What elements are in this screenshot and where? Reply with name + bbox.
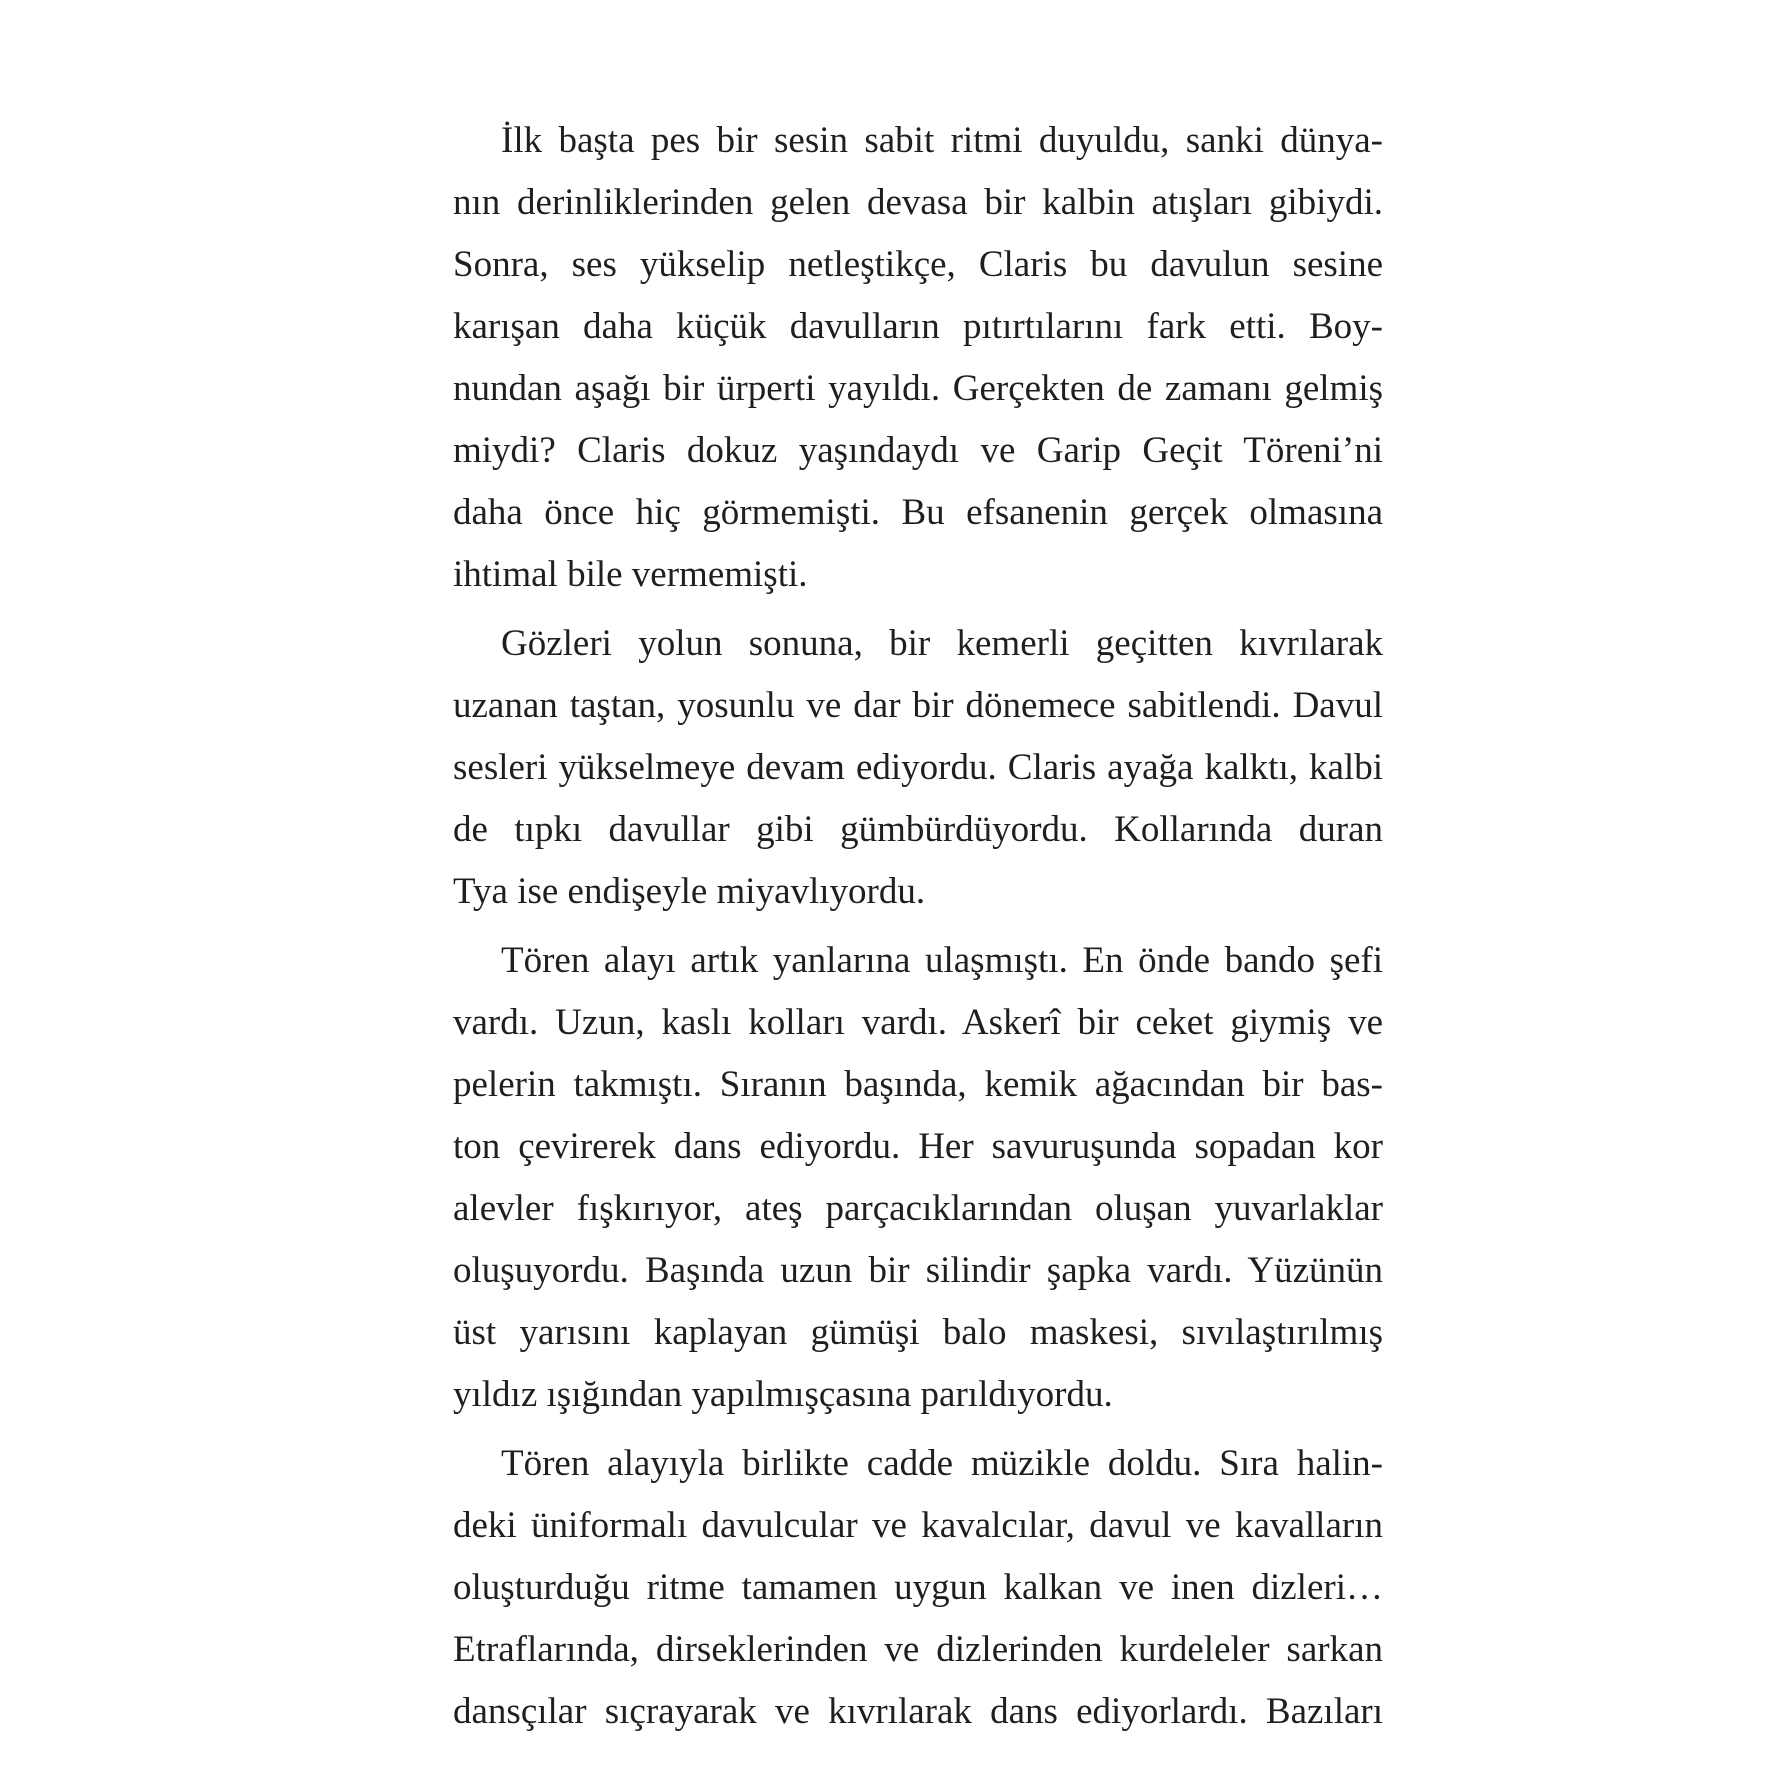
text-line: sesleri yükselmeye devam ediyordu. Claris ayağa kalktı, kalbi — [453, 747, 1383, 788]
text-line: alevler fışkırıyor, ateş parçacıklarından oluşan yuvarlaklar — [453, 1188, 1383, 1229]
paragraph-3 — [453, 930, 1383, 1426]
text-line: karışan daha küçük davulların pıtırtılarını fark etti. Boy- — [453, 306, 1383, 347]
text-line: üst yarısını kaplayan gümüşi balo maskesi, sıvılaştırılmış — [453, 1312, 1383, 1353]
text-line: de tıpkı davullar gibi gümbürdüyordu. Kollarında duran — [453, 809, 1383, 850]
text-line: nundan aşağı bir ürperti yayıldı. Gerçekten de zamanı gelmiş — [453, 368, 1383, 409]
text-line: vardı. Uzun, kaslı kolları vardı. Askerî bir ceket giymiş ve — [453, 1002, 1383, 1043]
paragraph-1 — [453, 110, 1383, 606]
paragraph-2 — [453, 613, 1383, 923]
text-line: Tya ise endişeyle miyavlıyordu. — [453, 871, 926, 912]
text-line: deki üniformalı davulcular ve kavalcılar, davul ve kavalların — [453, 1505, 1383, 1546]
paragraph-4 — [453, 1433, 1383, 1743]
text-line: ton çevirerek dans ediyordu. Her savuruşunda sopadan kor — [453, 1126, 1383, 1167]
text-line: pelerin takmıştı. Sıranın başında, kemik ağacından bir bas- — [453, 1064, 1383, 1105]
body-text — [453, 110, 1383, 1750]
text-line: daha önce hiç görmemişti. Bu efsanenin gerçek olmasına — [453, 492, 1383, 533]
text-line: İlk başta pes bir sesin sabit ritmi duyuldu, sanki dünya- — [501, 120, 1383, 161]
text-line: Gözleri yolun sonuna, bir kemerli geçitten kıvrılarak — [501, 623, 1383, 664]
text-line: oluşturduğu ritme tamamen uygun kalkan ve inen dizleri… — [453, 1567, 1383, 1608]
text-line: nın derinliklerinden gelen devasa bir kalbin atışları gibiydi. — [453, 182, 1383, 223]
text-line: yıldız ışığından yapılmışçasına parıldıyordu. — [453, 1374, 1113, 1415]
text-line: Tören alayıyla birlikte cadde müzikle doldu. Sıra halin- — [501, 1443, 1383, 1484]
text-line: ihtimal bile vermemişti. — [453, 554, 808, 595]
text-line: Tören alayı artık yanlarına ulaşmıştı. En önde bando şefi — [501, 940, 1383, 981]
text-line: oluşuyordu. Başında uzun bir silindir şapka vardı. Yüzünün — [453, 1250, 1383, 1291]
text-line: uzanan taştan, yosunlu ve dar bir dönemece sabitlendi. Davul — [453, 685, 1383, 726]
text-line: Etraflarında, dirseklerinden ve dizlerinden kurdeleler sarkan — [453, 1629, 1383, 1670]
text-line: Sonra, ses yükselip netleştikçe, Claris bu davulun sesine — [453, 244, 1383, 285]
text-line: miydi? Claris dokuz yaşındaydı ve Garip Geçit Töreni’ni — [453, 430, 1383, 471]
text-line: dansçılar sıçrayarak ve kıvrılarak dans ediyorlardı. Bazıları — [453, 1691, 1383, 1732]
